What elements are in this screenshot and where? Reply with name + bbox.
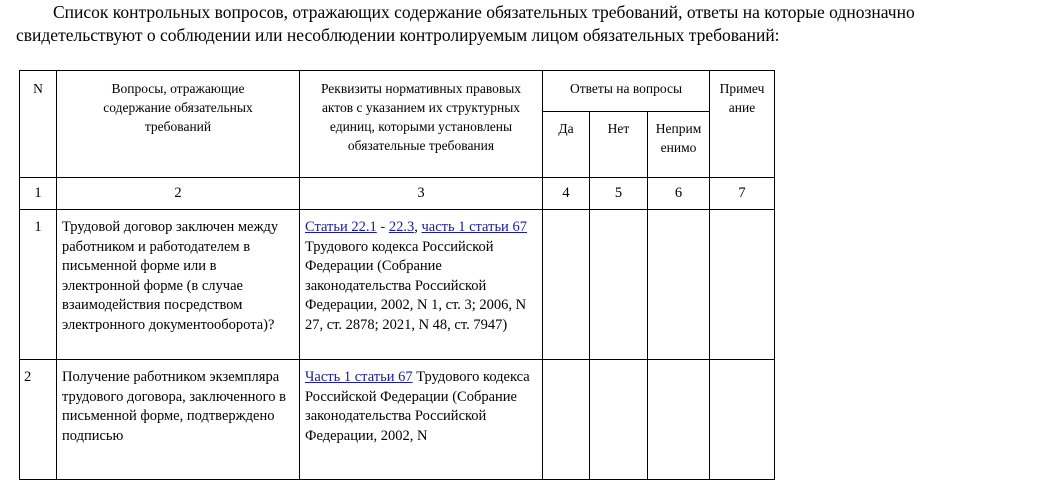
header-n: N: [20, 71, 57, 178]
answer-no-cell[interactable]: [590, 360, 648, 480]
column-number: 3: [300, 178, 543, 210]
header-questions: Вопросы, отражающие содержание обязательных требований: [57, 71, 300, 178]
header-not-applicable: Неприм енимо: [648, 112, 710, 178]
column-number: 2: [57, 178, 300, 210]
question-text: Трудовой договор заключен между работником и работодателем в письменной форме или в электронной форме (в случае взаимодействия посредством электронного документооборота)?: [57, 210, 300, 360]
answer-na-cell[interactable]: [648, 210, 710, 360]
question-text: Получение работником экземпляра трудового договора, заключенного в письменной форме, подтверждено подписью: [57, 360, 300, 480]
column-number: 4: [543, 178, 590, 210]
requisites-cell: [300, 360, 543, 480]
column-number: 7: [710, 178, 775, 210]
column-number: 5: [590, 178, 648, 210]
header-answers: Ответы на вопросы: [543, 71, 710, 112]
header-no: Нет: [590, 112, 648, 178]
ref-dash: -: [376, 219, 389, 235]
law-link[interactable]: часть 1 статьи 67: [421, 219, 527, 235]
ref-text: Трудового кодекса Российской Федерации (Собрание законодательства Российской Федерации, 2002, N 1, ст. 3; 2006, N 27, ст. 2878; 2021, N 48, ст. 7947): [305, 238, 527, 333]
answer-na-cell[interactable]: [648, 360, 710, 480]
intro-line-2: свидетельствуют о соблюдении или несоблюдении контролируемым лицом обязательных требований:: [16, 25, 780, 45]
column-numbers-row: [20, 178, 775, 210]
table-row: [20, 360, 775, 480]
header-requisites: Реквизиты нормативных правовых актов с указанием их структурных единиц, которыми установлены обязательные требования: [300, 71, 543, 178]
column-number: 6: [648, 178, 710, 210]
answer-yes-cell[interactable]: [543, 210, 590, 360]
column-number: 1: [20, 178, 57, 210]
law-link[interactable]: Часть 1 статьи 67: [305, 369, 413, 385]
header-note: Примеч ание: [710, 71, 775, 178]
row-number: 2: [20, 360, 57, 480]
table-row: [20, 210, 775, 360]
answer-no-cell[interactable]: [590, 210, 648, 360]
answer-yes-cell[interactable]: [543, 360, 590, 480]
header-yes: Да: [543, 112, 590, 178]
law-link[interactable]: Статьи 22.1: [305, 219, 377, 235]
note-cell[interactable]: [710, 210, 775, 360]
row-number: 1: [20, 210, 57, 360]
ref-separator: ,: [414, 219, 422, 235]
law-link[interactable]: 22.3: [388, 219, 415, 235]
intro-line-1: Список контрольных вопросов, отражающих содержание обязательных требований, ответы на которые однозначно: [53, 2, 915, 22]
ref-text: Трудового кодекса Российской Федерации (Собрание законодательства Российской Федерации, 2002, N: [305, 369, 530, 444]
requirements-table: [19, 70, 775, 480]
note-cell[interactable]: [710, 360, 775, 480]
requisites-cell: [300, 210, 543, 360]
